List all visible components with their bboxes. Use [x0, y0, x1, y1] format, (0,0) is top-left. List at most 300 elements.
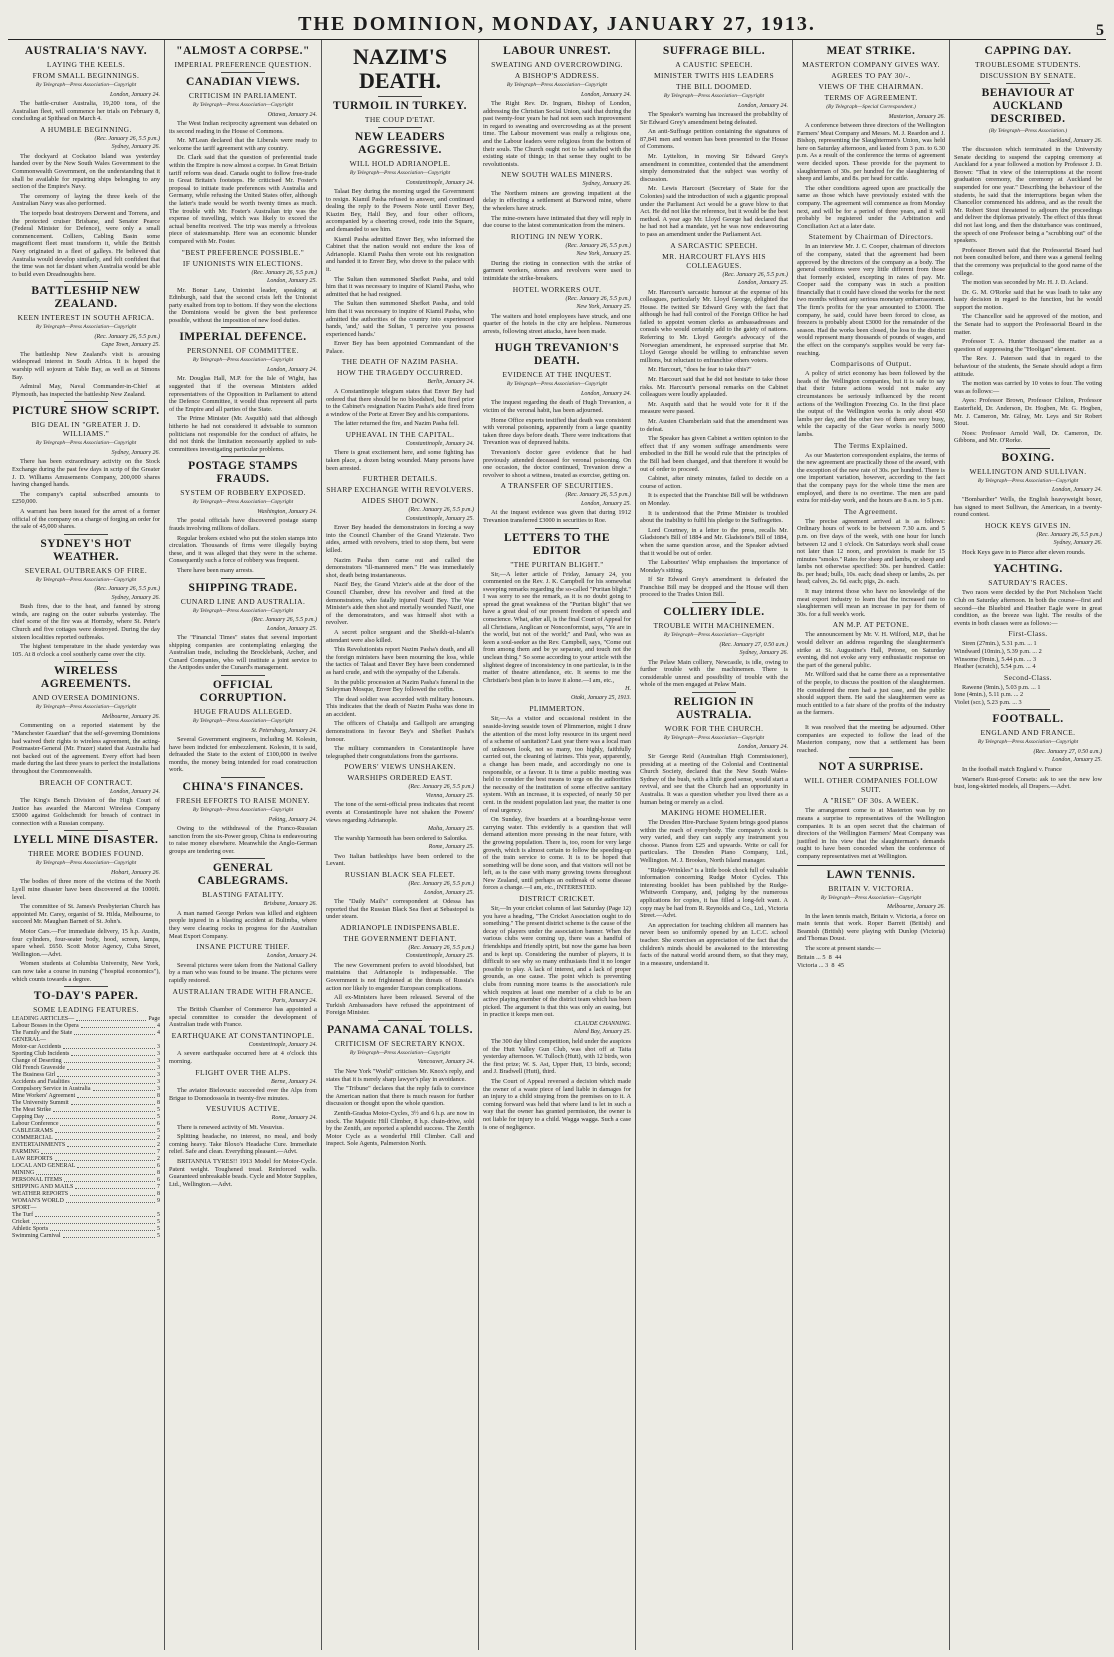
byline: By Telegraph—Press Association—Copyright: [192, 499, 294, 506]
article-paragraph: Talaat Bey during the morning urged the Government to resign. Kiamil Pasha refused to answer, and continued dealing the reply to the Powers Note until Enver Bey, Kiazim Bey, Halil Bey, and four other officers, accompanied by a cheering crowd, rode into the Square, and demanded to see him.: [326, 188, 474, 233]
article-paragraph: The tone of the semi-official press indicates that recent events at Constantinople have not shaken the Powers' views regarding Adrianople.: [326, 801, 474, 824]
headline-rule: [692, 602, 736, 603]
byline: By Telegraph—Press Association—Copyright: [192, 357, 294, 364]
index-entry: [12, 1023, 160, 1030]
byline: By Telegraph—Press Association—Copyright: [506, 381, 608, 388]
index-entry: [12, 1030, 160, 1037]
index-entry: [12, 1072, 160, 1079]
index-entry: [12, 1037, 160, 1044]
dateline: London, January 25.: [1052, 757, 1102, 764]
index-leader-dots: [67, 1065, 155, 1070]
index-entry-label: FARMING: [12, 1149, 40, 1156]
subheading: Comparisons of Output.: [830, 359, 912, 369]
article-paragraph: The Speaker has given Cabinet a written opinion to the effect that if any women suffrage amendments were embodied in the Bill he would rule that the principles of the Bill had been changed, and that therefore it would be out of order to proceed.: [640, 435, 788, 473]
index-leader-dots: [71, 1100, 155, 1105]
dateline: Berne, January 24.: [271, 1078, 317, 1085]
subheading: INSANE PICTURE THIEF.: [196, 942, 290, 952]
index-entry-label: Compulsory Service in Australia: [12, 1086, 91, 1093]
index-leader-dots: [50, 1226, 155, 1231]
headline-rule: [64, 281, 108, 282]
dateline: London, January 24.: [267, 953, 317, 960]
index-entry-page: 6: [157, 1177, 160, 1184]
article-paragraph: The Labourites' Whip emphasises the importance of Monday's sitting.: [640, 559, 788, 574]
index-leader-dots: [32, 1219, 155, 1224]
article-paragraph: Mr. Bonar Law, Unionist leader, speaking at Edinburgh, said that the second crisis left the Unionist party exalted from top to bottom. If they won the elections the Dominions would be given the best preference possible, without the imposition of new food duties.: [169, 286, 317, 324]
subheading: WILL OTHER COMPANIES FOLLOW SUIT.: [804, 776, 938, 795]
dateline: Melbourne, January 26.: [102, 713, 160, 720]
dateline: Constantinople, January 24.: [405, 179, 474, 186]
dateline: London, January 25.: [267, 278, 317, 284]
index-entry: [12, 1205, 160, 1212]
headline-rule: [1006, 83, 1050, 84]
article-paragraph: The postal officials have discovered postage stamp frauds involving millions of dollars.: [169, 517, 317, 532]
subheading: ADRIANOPLE INDISPENSABLE.: [340, 922, 460, 932]
index-entry-label: ENTERTAINMENTS: [12, 1142, 66, 1149]
index-entry-label: SPORT—: [12, 1205, 37, 1212]
article-paragraph: Zenith-Gradua Motor-Cycles, 3½ and 6 h.p. are now in stock. The Majestic Hill Climber, 8 h.p. chain-drive, sold by the Zenith, are reported a splendid success. The Zenith Motor Cycle as a wonderful Hill Climber. Call and inspect. Sole Agents, Palmerston North.: [326, 1109, 474, 1148]
dateline: (Rec. January 26, 5.5 p.m.): [251, 269, 317, 276]
dateline: London, January 25.: [738, 280, 788, 286]
index-leader-dots: [67, 1142, 155, 1147]
dateline: Malta, January 25.: [428, 826, 474, 833]
article-paragraph: Mr. Lyttelton, in moving Sir Edward Grey's amendment in committee, contended that the amendment simply demonstrated that the subject was worthy of discussion.: [640, 152, 788, 183]
index-leader-dots: [55, 1135, 155, 1140]
page-number: 5: [1096, 21, 1104, 39]
article-paragraph: Sir,—As a visitor and occasional resident in the seaside-loving seaside town of Plimmerton, might I draw the attention of the most lofty resource in its urgent need of a scheme of sanitation? Last year there was a local man of unknown look, not so many, too highly, faithfully carried out, the cleaning of latrines. This year, apparently, a change has been made, and accordingly no one is responsible, or a favour. It is time a public meeting was held to consider the best means to urge on the authorities the necessity of the institution of some effective sanitary system. With an increase, it is expected, of nearly 50 per cent. in the resident population last year, the matter is one of real urgency.: [483, 715, 631, 814]
subheading: CRITICISM OF SECRETARY KNOX.: [334, 1038, 466, 1048]
subheading: SEVERAL OUTBREAKS OF FIRE.: [24, 565, 148, 575]
article-paragraph: At the inquest evidence was given that during 1912 Trevanion transferred £3000 in securities to Roe.: [483, 509, 631, 524]
article-paragraph: Bush fires, due to the heat, and fanned by strong winds, are raging on the outer suburbs yesterday. The chief scene of the fire was at Hornsby, where St. Peter's Church and five cottages were destroyed. During the day sixteen localities reported outbreaks.: [12, 603, 160, 641]
subheading: UPHEAVAL IN THE CAPITAL.: [345, 429, 455, 439]
index-entry-label: Athletic Sports: [12, 1226, 49, 1233]
headline: BOXING.: [1001, 451, 1055, 464]
dateline: H.: [625, 686, 631, 693]
index-entry-page: 6: [157, 1163, 160, 1170]
index-entry-label: WOMAN'S WORLD: [12, 1198, 64, 1205]
index-entry-label: The Turf: [12, 1212, 34, 1219]
headline: OFFICIAL CORRUPTION.: [199, 679, 287, 705]
subheading: THREE MORE BODIES FOUND.: [28, 849, 144, 859]
article-paragraph: Noes: Professor Arnold Wall, Dr. Cameron, Dr. Gibbons, and Mr. O'Rorke.: [954, 429, 1102, 445]
headline: CANADIAN VIEWS.: [186, 76, 300, 88]
dateline: (Rec. January 26, 5.5 p.m.): [565, 295, 631, 302]
article-paragraph: A warrant has been issued for the arrest of a former official of the company on a charge of forging an order for the sale of 45,000 shares.: [12, 507, 160, 531]
headline-rule: [1006, 559, 1050, 560]
subheading: A CAUSTIC SPEECH.: [675, 60, 753, 69]
dateline: Constantinople, January 24.: [405, 440, 474, 447]
subheading: BLASTING FATALITY.: [202, 890, 284, 900]
article-paragraph: Several Government engineers, including M. Kolesin, have been indicted for embezzlement. Kolesin, it is said, defrauded the State to the extent of £100,000 in twelve months, the money being intended for road construction work.: [169, 736, 317, 774]
subheading: SYSTEM OF ROBBERY EXPOSED.: [180, 488, 306, 498]
article-paragraph: Ayes: Professor Brown, Professor Chilton, Professor Easterfield, Dr. Anderson, Dr. Hogben, Mr. G. Hogben, Mr. J. Cameron, Mr. Gilray, Mr. Leys and Sir Robert Stout.: [954, 397, 1102, 428]
dateline: Paris, January 24.: [272, 997, 317, 1004]
headline: PANAMA CANAL TOLLS.: [327, 1023, 473, 1036]
article-paragraph: The ceremony of laying the three keels of the Australian Navy was also performed.: [12, 192, 160, 208]
dateline: Constantinople, January 25.: [405, 515, 474, 522]
article-paragraph: Mr. Wilford said that he came there as a representative of the people, to discuss the position of the slaughtermen. He considered the men had a just case, and the public should support them. He said the slaughtermen were as much entitled to a fair share of the profits of the industry as the farmers.: [797, 671, 945, 717]
article-paragraph: The highest temperature in the shade yesterday was 105. At 8 o'clock a cool southerly came over the city.: [12, 643, 160, 658]
article-paragraph: Siren (27min.), 5.31 p.m. ... 1 Windward (10min.), 5.39 p.m. ... 2 Winsome (9min.), 5.44 p.m. ... 3 Heather (scratch), 5.54 p.m. ... 4: [954, 640, 1042, 671]
index-entry-page: 8: [157, 1093, 160, 1100]
headline-rule: [64, 830, 108, 831]
index-entry-label: LAW REPORTS: [12, 1156, 53, 1163]
article-paragraph: If Sir Edward Grey's amendment is defeated the Franchise Bill may be dropped and the House will then proceed to the Trades Union Bill.: [640, 576, 788, 599]
index-entry-label: Motor-car Accidents: [12, 1044, 62, 1051]
article-paragraph: Commenting on a reported statement by the "Manchester Guardian" that the self-governing Dominions had waived their rights to wireless agreement, the acting-Postmaster-General (Mr. Frazer) stated that Australia had not backed out of the agreement. Every effort had been made during the last three years to perfect the installations throughout the Commonwealth.: [12, 722, 160, 775]
subheading: KEEN INTEREST IN SOUTH AFRICA.: [17, 313, 155, 323]
article-paragraph: A Constantinople telegram states that Enver Bey had ordered that there should be no bloodshed, but fired prior to the Cabinet's resignation Nazim Pasha's aide fired from a window of the Porte at Enver Bey and his companions.: [326, 387, 474, 418]
headline-rule: [692, 692, 736, 693]
subheading: TERMS OF AGREEMENT.: [824, 93, 918, 102]
index-entry-page: 9: [157, 1198, 160, 1205]
subheading: SOME LEADING FEATURES.: [33, 1005, 139, 1015]
byline: By Telegraph—Press Association—Copyright: [35, 704, 137, 711]
subheading: "BEST PREFERENCE POSSIBLE.": [181, 247, 305, 257]
subheading: NEW SOUTH WALES MINERS.: [501, 170, 613, 180]
article-paragraph: During the rioting in connection with the strike of garment workers, stones and revolvers were used to intimidate the strike-breakers.: [483, 259, 631, 282]
headline-rule: [64, 986, 108, 987]
subheading: PERSONNEL OF COMMITTEE.: [186, 346, 300, 356]
subheading: Statement by Chairman of Directors.: [808, 232, 934, 242]
headline: CAPPING DAY.: [984, 45, 1072, 57]
subheading: THE DEATH OF NAZIM PASHA.: [341, 357, 459, 367]
byline: By Telegraph—Press Association—Copyright: [349, 1049, 451, 1056]
index-entry: [12, 1093, 160, 1100]
article-paragraph: The King's Bench Division of the High Court of Justice has awarded the Marconi Wireless Company £5000 against Goldschmidt for breach of contract in connection with a Russian company.: [12, 797, 160, 827]
headline-rule: [535, 338, 579, 339]
byline: By Telegraph—Press Association—Copyright: [35, 324, 137, 331]
dateline: Constantinople, January 24.: [248, 1041, 317, 1048]
article-paragraph: "Bombardier" Wells, the English heavyweight boxer, has signed to meet Sullivan, the American, in a twenty-round contest.: [954, 495, 1102, 519]
subheading: PLIMMERTON.: [529, 704, 585, 714]
dateline: London, January 24.: [1052, 487, 1102, 494]
subheading: IF UNIONISTS WIN ELECTIONS.: [182, 258, 304, 268]
index-leader-dots: [76, 1016, 146, 1021]
subheading: VESUVIUS ACTIVE.: [205, 1104, 281, 1114]
dateline: New York, January 25.: [576, 251, 631, 258]
subheading: ENGLAND AND FRANCE.: [980, 728, 1076, 738]
headline: RELIGION IN AUSTRALIA.: [674, 695, 754, 721]
index-entry: [12, 1156, 160, 1163]
headline: LETTERS TO THE EDITOR: [503, 531, 611, 557]
index-entry: [12, 1121, 160, 1128]
headline: NOT A SURPRISE.: [818, 761, 924, 774]
index-leader-dots: [64, 1058, 155, 1063]
index-leader-dots: [77, 1163, 155, 1168]
article-paragraph: Enver Bey has been appointed Commandant of the Palace.: [326, 340, 474, 355]
article-paragraph: Lord Courtney, in a letter to the press, recalls Mr. Gladstone's Bill of 1884 and Mr. Gladstone's Bill of 1884, when the same question arose, and the Speaker advised that it would be out of order.: [640, 526, 788, 557]
index-leader-dots: [53, 1107, 155, 1112]
headline-rule: [1006, 448, 1050, 449]
headline-rule: [849, 757, 893, 758]
column-4: [478, 40, 635, 1650]
article-paragraph: The waiters and hotel employees have struck, and one quarter of the hotels in the city are helpless. Numerous arrests, following street attacks, have been made.: [483, 312, 631, 335]
byline: By Telegraph—Press Association—Copyright: [192, 607, 294, 614]
subheading: WORK FOR THE CHURCH.: [664, 723, 764, 733]
article-paragraph: Nazif Bey, the Grand Vizier's aide at the door of the Council Chamber, drew his revolver and fired at the demonstrators, who fatally injured Nazif Bey. The War Minister's aide then shot and mortally wounded Nazif, one of the demonstrators, and was himself shot with a revolver.: [326, 581, 474, 627]
article-paragraph: Mr. Asquith said that he would vote for it if the measure were passed.: [640, 400, 788, 416]
headline: LABOUR UNREST.: [503, 45, 611, 57]
article-paragraph: There has been extraordinary activity on the Stock Exchange during the past few days in scrip of the Greater J. D. Williams Amusements Company, 200,000 shares having changed hands.: [12, 458, 160, 489]
byline: By Telegraph—Press Association—Copyright: [977, 739, 1079, 746]
dateline: Sydney, January 26.: [111, 449, 160, 456]
index-leader-dots: [57, 1072, 155, 1077]
index-entry-page: 5: [157, 1114, 160, 1121]
index-entry-label: The Meat Strike: [12, 1107, 51, 1114]
subheading: FLIGHT OVER THE ALPS.: [195, 1067, 291, 1077]
subheading: Second-Class.: [1004, 672, 1052, 682]
article-paragraph: Mr. Harcourt's sarcastic humour at the expense of his colleagues, particularly Mr. Lloyd George, delighted the House. He twitted Sir Edward Grey with the fact that although he had full control of the Foreign Office he had failed to appoint women clerks as ambassadresses and consuls who would certainly add to the gaiety of nations. Referring to Mr. Lloyd George's advocacy of the Norwegian amendment, he expressed surprise that Mr. Lloyd George should be willing to enfranchise seven millions, but reluctant to enfranchise others voters.: [640, 288, 788, 364]
article-paragraph: It may interest those who have no knowledge of the meat export industry to learn that the increased rate to slaughtermen will mean an increase in pay for them of 30s. for a full week's work.: [797, 588, 945, 618]
index-entry: [12, 1016, 160, 1023]
article-paragraph: Trevanion's doctor gave evidence that he had previously attended deceased for veronal poisoning. On one occasion, the doctor continued, Trevanion drew a revolver to shoot a witness, treated as exercise, getting on.: [483, 448, 631, 479]
article-paragraph: Several pictures were taken from the National Gallery by a man who was found to be insane. The pictures were rapidly restored.: [169, 961, 317, 984]
index-leader-dots: [35, 1212, 155, 1217]
index-leader-dots: [77, 1093, 155, 1098]
index-entry-label: Accidents and Fatalities: [12, 1079, 70, 1086]
index-leader-dots: [41, 1149, 155, 1154]
dateline: (Rec. January 26, 5.5 p.m.): [94, 586, 160, 593]
dateline: (Rec. January 26, 5.5 p.m.): [408, 507, 474, 514]
dateline: (Rec. January 27, 0.50 a.m.): [1033, 748, 1102, 755]
article-paragraph: The mine-owners have intimated that they will reply in due course to the latest communication from the miners.: [483, 214, 631, 230]
subheading: A SARCASTIC SPEECH.: [670, 240, 758, 250]
column-2: [164, 40, 321, 1650]
subheading: MINISTER TWITS HIS LEADERS: [653, 71, 775, 80]
article-paragraph: The battleship New Zealand's visit is arousing widespread interest in South Africa. It is hoped the warship will sojourn at Table Bay, as well as at Simons Bay.: [12, 350, 160, 381]
byline: By Telegraph—Press Association—Copyright: [663, 93, 765, 99]
headline: GENERAL CABLEGRAMS.: [197, 862, 289, 888]
article-paragraph: Cabinet, after ninety minutes, failed to decide on a course of action.: [640, 475, 788, 490]
subheading: IMPERIAL PREFERENCE QUESTION.: [174, 60, 312, 69]
article-paragraph: The Sultan then summoned Shefket Pasha, and told him that it was necessary to inquire of Kiamil Pasha, who admitted that he had resigned.: [326, 275, 474, 298]
index-entry-page: 7: [157, 1149, 160, 1156]
subheading: A BISHOP'S ADDRESS.: [514, 71, 600, 80]
byline: By Telegraph—Press Association—Copyright: [663, 632, 765, 639]
index-leader-dots: [63, 1044, 155, 1049]
article-paragraph: BRITANNIA TYRES!! 1913 Model for Motor-Cycle. Patent weight. Toughened tread. Reinforced walls. Guaranteed unbreakable beads. Cycle and Motor Supplies, Ltd., Wellington.—Advt.: [169, 1158, 317, 1188]
article-paragraph: In the football match England v. France: [962, 765, 1062, 773]
byline: By Telegraph—Press Association—Copyright: [192, 807, 294, 813]
subheading: AUSTRALIAN TRADE WITH FRANCE.: [172, 986, 314, 996]
article-paragraph: The motion was seconded by Mr. H. J. D. Acland.: [962, 279, 1088, 287]
byline: By Telegraph—Press Association—Copyright: [506, 82, 608, 88]
dateline: London, January 24.: [110, 788, 160, 795]
index-entry-label: Mine Workers' Agreement: [12, 1093, 76, 1100]
article-paragraph: Nazim Pasha then came out and called the demonstrators "ill-mannered men." He was immediately shot, death being instantaneous.: [326, 556, 474, 579]
article-paragraph: A conference between three directors of the Wellington Farmers' Meat Company and Messrs. M. J. Reardon and J. Bishop, representing the Slaughtermen's Union, was held here on Saturday afternoon, and lasted from 3 p.m. to 6.30 p.m. As a result of the conference the terms of agreement were decided upon. These provide for the payment to slaughtermen of 30s. per hundred for the slaughtering of sheep and lambs, and 8s. per head for cattle.: [797, 122, 945, 183]
article-paragraph: In an interview Mr. J. C. Cooper, chairman of directors of the company, stated that the agreement had been approved by the directors of the company as a body. The general conditions were very little different from those that formerly existed, excepting in rates of pay. Mr. Cooper said the company was in such a position financially that it could have closed the works for the next two months without any serious monetary embarrassment. The firm's profits for the year amounted to £3000. The company, he said, could have been forced to close, as freezers is probably about £3000 for the remainder of the season. Had the works been closed, the loss to the district would represent many thousands of pounds of wages, and the effect on the company's supplies would be very far-reaching.: [797, 243, 945, 357]
index-entry-label: LOCAL AND GENERAL: [12, 1163, 76, 1170]
score-table: Britain ... 5 8 44 Victoria ... 3 8 45: [797, 954, 845, 970]
section-rule: [849, 720, 893, 721]
dateline: St. Petersburg, January 24.: [251, 727, 317, 734]
masthead-title: THE DOMINION, MONDAY, JANUARY 27, 1913.: [298, 13, 816, 35]
article-paragraph: The arrangement come to at Masterton was by no means a surprise to representatives of the Wellington companies. It is an open secret that the chairman of directors of the Wellington Farmers' Meat Company was justified in his view that the slaughterman's demands ought to have been conceded when the conference of company representatives met at Wellington.: [797, 807, 945, 860]
dateline: CLAUDE CHANNING.: [574, 1020, 631, 1027]
dateline: Sydney, January 26.: [111, 144, 160, 151]
byline: By Telegraph—Press Association—Copyright: [35, 576, 137, 583]
subheading: SATURDAY'S RACES.: [988, 578, 1068, 588]
headline: LAWN TENNIS.: [826, 868, 916, 881]
subheading: "THE PURITAN BLIGHT.": [510, 559, 604, 569]
article-paragraph: The aviator Bielovucic succeeded over the Alps from Brigue to Domodossola in twenty-five minutes.: [169, 1087, 317, 1102]
subheading: TROUBLESOME STUDENTS.: [975, 60, 1081, 69]
index-entry-label: PERSONAL ITEMS: [12, 1177, 63, 1184]
index-entry-label: Labour Bosses in the Opera: [12, 1023, 79, 1030]
article-paragraph: Owing to the withdrawal of the Franco-Russian sanction from the six-Power group, China is endeavouring to raise money elsewhere. Meanwhile the Anglo-German groups are tendering over.: [169, 825, 317, 855]
subheading: SHARP EXCHANGE WITH REVOLVERS.: [326, 485, 474, 495]
article-paragraph: A severe earthquake occurred here at 4 o'clock this morning.: [169, 1050, 317, 1065]
byline: By Telegraph—Press Association—Copyright: [192, 102, 294, 108]
subheading: DISTRICT CRICKET.: [519, 894, 595, 904]
article-paragraph: Rawene (9min.), 5.03 p.m. ... 1 Ione (4min.), 5.11 p.m. ... 2 Violet (scr.), 5.23 p.m. ... 3: [954, 683, 1041, 706]
index-entry-page: 6: [157, 1121, 160, 1128]
index-leader-dots: [74, 1030, 155, 1035]
index-leader-dots: [70, 1191, 155, 1196]
index-leader-dots: [64, 1177, 155, 1182]
headline-rule: [64, 661, 108, 662]
columns: [8, 40, 1106, 1650]
subheading: FROM SMALL BEGINNINGS.: [32, 71, 140, 80]
index-entry-page: 3: [157, 1072, 160, 1079]
article-paragraph: The latter returned the fire, and Nazim Pasha fell.: [334, 420, 459, 428]
article-paragraph: The new Government prefers to avoid bloodshed, but maintains that Adrianople is indispensable. The Government is not frightened at the threats of Russia's action nor likely to engender European complications.: [326, 961, 474, 992]
article-paragraph: It is expected that the Franchise Bill will be withdrawn on Monday.: [640, 492, 788, 507]
index-entry-label: MINING: [12, 1170, 35, 1177]
article-paragraph: The motion was carried by 10 votes to four. The voting was as follows:—: [954, 380, 1102, 395]
byline: By Telegraph—Press Association—Copyright: [349, 170, 451, 176]
headline-rule: [221, 327, 265, 328]
subheading: MAKING HOME HOMELIER.: [661, 808, 767, 818]
index-leader-dots: [66, 1198, 155, 1203]
article-paragraph: The other conditions agreed upon are practically the same as those which have previously existed with the company. The agreement will commence as from Monday next, and will be for a period of three years, and it will probably be registered under the Arbitration and Conciliation Act at a later date.: [797, 184, 945, 230]
headline: SHIPPING TRADE.: [188, 581, 298, 594]
article-paragraph: The discussion which terminated in the University Senate deciding to suspend the capping ceremony at Auckland for a year followed a motion by Professor J. D. Brown: "That in view of the interruptions at the recent graduation ceremony, the ceremony at Auckland be suspended for one year." Describing the behaviour of the students, he said that the interruptions began when the Chancellor commenced his address, and as the result the Mr. Robert Stout threatened to adjourn the proceedings and deliver the diplomas privately. The effect of this threat did not last long, and then the disturbance was continued, the speech of one Professor being a "scrubbing out" of the speakers.: [954, 146, 1102, 245]
article-paragraph: Hock Keys gave in to Pierce after eleven rounds.: [962, 548, 1086, 556]
headline-rule: [221, 456, 265, 457]
article-paragraph: Sir,—A letter article of Friday, January 24, you commented on the Rev. J. K. Campbell for his somewhat sweeping remarks regarding the so-called "Puritan blight." I was sorry to see the remark, as it is no doubt going to spread the great weakness of the "Puritan blight" that we have a great deal of our present freedom of speech and conscience. What, after all, is the final Court of Appeal for all Christians, Anglican or Nonconformist, says, "Ye are in the world, but not of the world;" and Paul, who was as keen a soul-seeker as the Rev. Campbell, says, "Come out from among them and be ye separate, and touch not the unclean thing." So some according to your article with the slightest degree of inconsistency in one particular, is in the matter of theatre attendance, etc. It seems to me the Christian's best plan is to leave it alone.—I am, etc.,: [483, 570, 631, 684]
index-entry-label: Labour Conference: [12, 1121, 59, 1128]
index-entry-label: Cricket: [12, 1219, 30, 1226]
dateline: (Rec. January 26, 5.5 p.m.): [722, 271, 788, 278]
index-entry: [12, 1219, 160, 1226]
index-entry-page: 3: [157, 1044, 160, 1051]
dateline: London, January 24.: [738, 744, 788, 751]
index-entry-label: The Family and the State: [12, 1030, 73, 1037]
article-paragraph: The "Tribune" declares that the reply fails to convince the American nation that there is much reason for further discussion or thought upon the whole question.: [326, 1085, 474, 1108]
dateline: Constantinople, January 25.: [405, 953, 474, 960]
subheading: A HUMBLE BEGINNING.: [40, 124, 132, 134]
dateline: Berlin, January 24.: [427, 379, 474, 386]
byline: By Telegraph—Press Association—Copyright: [35, 82, 137, 88]
index-entry-page: 8: [157, 1100, 160, 1107]
article-paragraph: Motor Cars.—For immediate delivery, 15 h.p. Austin, four cylinders, four-seater body, hood, screen, lamps, spare wheel. £650. Scott Motor Agency, Cuba Street, Wellington.—Advt.: [12, 927, 160, 958]
dateline: Sydney, January 26.: [111, 594, 160, 601]
headline-rule: [64, 401, 108, 402]
article-paragraph: All ex-Ministers have been released. Several of the Turkish Ambassadors have refused the appointment of Foreign Minister.: [326, 994, 474, 1017]
article-paragraph: The inquest regarding the death of Hugh Trevanion, a victim of the veronal habit, has been adjourned.: [483, 399, 631, 414]
subheading: HUGE FRAUDS ALLEGED.: [193, 707, 293, 717]
article-paragraph: An appreciation for teaching children all manners has never been so uniformly opened by an L.C.C. school teacher. She exercises an appreciation of the fact that the children's minds should be awakened to the interesting facts of the natural world around them, so that they may, in a measure, understand it.: [640, 921, 788, 967]
score-label: The score at present stands:—: [805, 944, 881, 952]
index-entry: [12, 1107, 160, 1114]
article-paragraph: Two races were decided by the Port Nicholson Yacht Club on Saturday afternoon. In both the course—first and second—the Bluebird and Heather Eagle were in great condition, as the breeze was light. The results of the events in both classes were as follows:—: [954, 589, 1102, 627]
subheading: AN M.P. AT PETONE.: [832, 620, 910, 630]
article-paragraph: It is understood that the Prime Minister is troubled about the inability to fulfil his pledge to the Suffragettes.: [640, 509, 788, 525]
dateline: London, January 25.: [267, 625, 317, 632]
column-5: [635, 40, 792, 1650]
index-leader-dots: [46, 1114, 155, 1119]
headline: TURMOIL IN TURKEY.: [333, 100, 467, 112]
dateline: Sydney, January 26.: [739, 650, 788, 657]
article-paragraph: "Ridge-Wrinkles" is a little book chock full of valuable information concerning Rudge Motor Cycles. This interesting booklet has been published by the Rudge-Whitworth Company, and, judging by the numerous applications for copies, it has filled a long-felt want. A copy may be had from R. Reynolds and Co., Ltd., Victoria Street.—Advt.: [640, 866, 788, 920]
headline-rule: [221, 675, 265, 676]
headline: CHINA'S FINANCES.: [182, 781, 304, 793]
dateline: London, January 24.: [581, 91, 631, 98]
article-paragraph: The Chancellor said he approved of the motion, and the Senate had to support the Professorial Board in the matter.: [954, 313, 1102, 336]
column-7: [949, 40, 1106, 1650]
headline-rule: [535, 528, 579, 529]
headline: AUSTRALIA'S NAVY.: [24, 45, 148, 57]
article-paragraph: The "Daily Mail's" correspondent at Odessa has reported that the Russian Black Sea fleet at Sebastopol is under steam.: [326, 898, 474, 921]
subheading: CRITICISM IN PARLIAMENT.: [188, 91, 298, 100]
dateline: Peking, January 24.: [268, 816, 317, 823]
subheading: A TRANSFER OF SECURITIES.: [500, 481, 614, 491]
article-paragraph: The battle-cruiser Australia, 19,200 tons, of the Australian fleet, will commence her trials on February 8, concluding at Spithead on March 4.: [12, 100, 160, 123]
byline: (By Telegraph—Press Association.): [988, 128, 1068, 134]
index-entry-page: 2: [157, 1142, 160, 1149]
article-paragraph: Mr. Harcourt, "does he fear to take this?": [648, 366, 752, 374]
index-entry-page: 2: [157, 1156, 160, 1163]
article-paragraph: Mr. Lewis Harcourt (Secretary of State for the Colonies) said the introduction of such a gigantic proposal under the Parliament Act would be a grave blow to that Act. He did not like the reference, but it would be the best method. A year ago Mr. Lloyd George had declared that he had not had a mandate, yet he was now endeavouring to pass an amendment under the Parliament Act.: [640, 185, 788, 238]
article-paragraph: Two Italian battleships have been ordered to the Levant.: [326, 852, 474, 868]
index-leader-dots: [75, 1184, 155, 1189]
dateline: Washington, January 24.: [257, 508, 317, 515]
dateline: Vancouver, January 24.: [417, 1059, 474, 1066]
headline-rule: [1006, 709, 1050, 710]
subheading: EARTHQUAKE AT CONSTANTINOPLE.: [171, 1030, 315, 1040]
subheading: WELLINGTON AND SULLIVAN.: [969, 466, 1087, 476]
dateline: Rome, January 24.: [271, 1115, 317, 1122]
index-entry: [12, 1177, 160, 1184]
dateline: Auckland, January 26.: [1047, 137, 1102, 144]
subheading: HOTEL WORKERS OUT.: [512, 284, 602, 294]
article-paragraph: The dockyard at Cockatoo Island was yesterday handed over by the New South Wales Government to the Commonwealth Government, on the understanding that it shall be available for repairing ships belonging to any section of the Empire's Navy.: [12, 152, 160, 191]
dateline: London, January 25.: [424, 889, 474, 896]
dateline: London, January 24.: [267, 366, 317, 373]
article-paragraph: Regular brokers existed who put the stolen stamps into circulation. Thousands of firms were illegally buying these, and it was alleged that they were in the scheme. Consequently such a force of robbery was frequent.: [169, 534, 317, 565]
article-paragraph: The Northern miners are growing impatient at the delay in effecting a settlement at Burwood mine, where the wheelers have struck.: [483, 189, 631, 213]
headline: WIRELESS AGREEMENTS.: [40, 665, 132, 691]
subheading: The Agreement.: [844, 506, 898, 516]
headline: NEW LEADERS AGGRESSIVE.: [355, 131, 445, 156]
article-paragraph: Mr. M'Lean declared that the Liberals were ready to welcome the tariff agreement with any country.: [169, 137, 317, 152]
article-paragraph: The company's capital subscribed amounts to £250,000.: [12, 490, 160, 506]
index-leader-dots: [36, 1170, 155, 1175]
index-leader-dots: [93, 1086, 156, 1091]
headline-rule: [221, 72, 265, 73]
index-entry-label: COMMERCIAL: [12, 1135, 53, 1142]
headline: HUGH TREVANION'S DEATH.: [494, 342, 620, 368]
index-entry-label: Sporting Club Incidents: [12, 1051, 70, 1058]
article-paragraph: An anti-Suffrage petition containing the signatures of 87,841 men and women has been presented to the House of Commons.: [640, 128, 788, 151]
index-leader-dots: [63, 1233, 156, 1238]
index-entry: [12, 1212, 160, 1219]
article-paragraph: The Dresden Hire-Purchase System brings good pianos within the reach of everybody. The company's stock is very varied, and they can supply any instrument you choose. Pianos from £25 and upwards. Write or call for particulars. The Dresden Piano Company, Ltd., Wellington. M. J. Brookes, North Island manager.: [640, 819, 788, 865]
byline: By Telegraph—Press Association—Copyright: [663, 734, 765, 741]
